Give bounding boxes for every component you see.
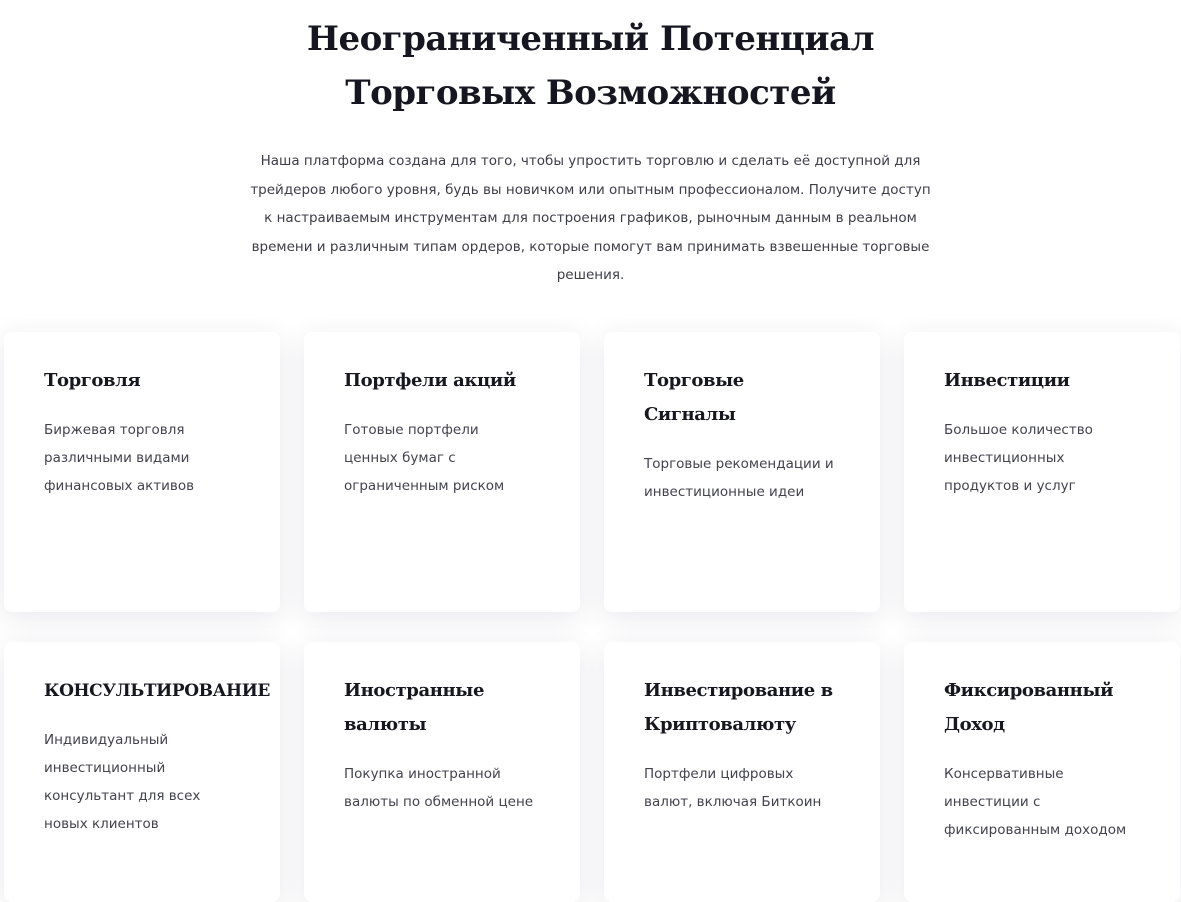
page-title-line-2: Торговых Возможностей xyxy=(345,73,836,113)
card-title: Торговля xyxy=(44,370,141,391)
card-foreign-currencies[interactable] xyxy=(304,642,580,902)
card-investments[interactable] xyxy=(904,332,1180,612)
card-description: Покупка иностранной валюты по обменной цене xyxy=(344,766,534,810)
card-trading-signals[interactable] xyxy=(604,332,880,612)
card-description: Консервативные инвестиции с фиксированным доходом xyxy=(944,766,1127,838)
card-description: Готовые портфели ценных бумаг с ограниченным риском xyxy=(344,422,505,494)
card-title: Фиксированный Доход xyxy=(944,680,1114,735)
card-title: Инвестирование в Криптовалюту xyxy=(644,680,833,735)
card-title: Инвестиции xyxy=(944,370,1070,391)
page-title-line-1: Неограниченный Потенциал xyxy=(306,19,875,59)
card-description: Биржевая торговля различными видами финансовых активов xyxy=(44,422,195,494)
card-description: Портфели цифровых валют, включая Биткоин xyxy=(644,766,822,810)
card-description: Торговые рекомендации и инвестиционные идеи xyxy=(644,456,834,500)
card-consulting[interactable] xyxy=(4,642,280,902)
card-stock-portfolios[interactable] xyxy=(304,332,580,612)
card-title: Торговые Сигналы xyxy=(644,370,744,425)
card-trading[interactable] xyxy=(4,332,280,612)
page-title xyxy=(0,12,1181,120)
card-title: Портфели акций xyxy=(344,370,516,391)
card-description: Большое количество инвестиционных продуктов и услуг xyxy=(944,422,1093,494)
intro-text: Наша платформа создана для того, чтобы упростить торговлю и сделать её доступной для трейдеров любого уровня, будь вы новичком или опытным профессионалом. Получите доступ к настраиваемым инструментам для построения графиков, рыночным данным в реальном времени и различным типам ордеров, которые помогут вам принимать взвешенные торговые решения. xyxy=(250,153,931,283)
card-crypto-investing[interactable] xyxy=(604,642,880,902)
card-description: Индивидуальный инвестиционный консультант для всех новых клиентов xyxy=(44,732,201,832)
card-fixed-income[interactable] xyxy=(904,642,1180,902)
card-title: Иностранные валюты xyxy=(344,680,484,735)
card-title: КОНСУЛЬТИРОВАНИЕ xyxy=(44,681,270,701)
